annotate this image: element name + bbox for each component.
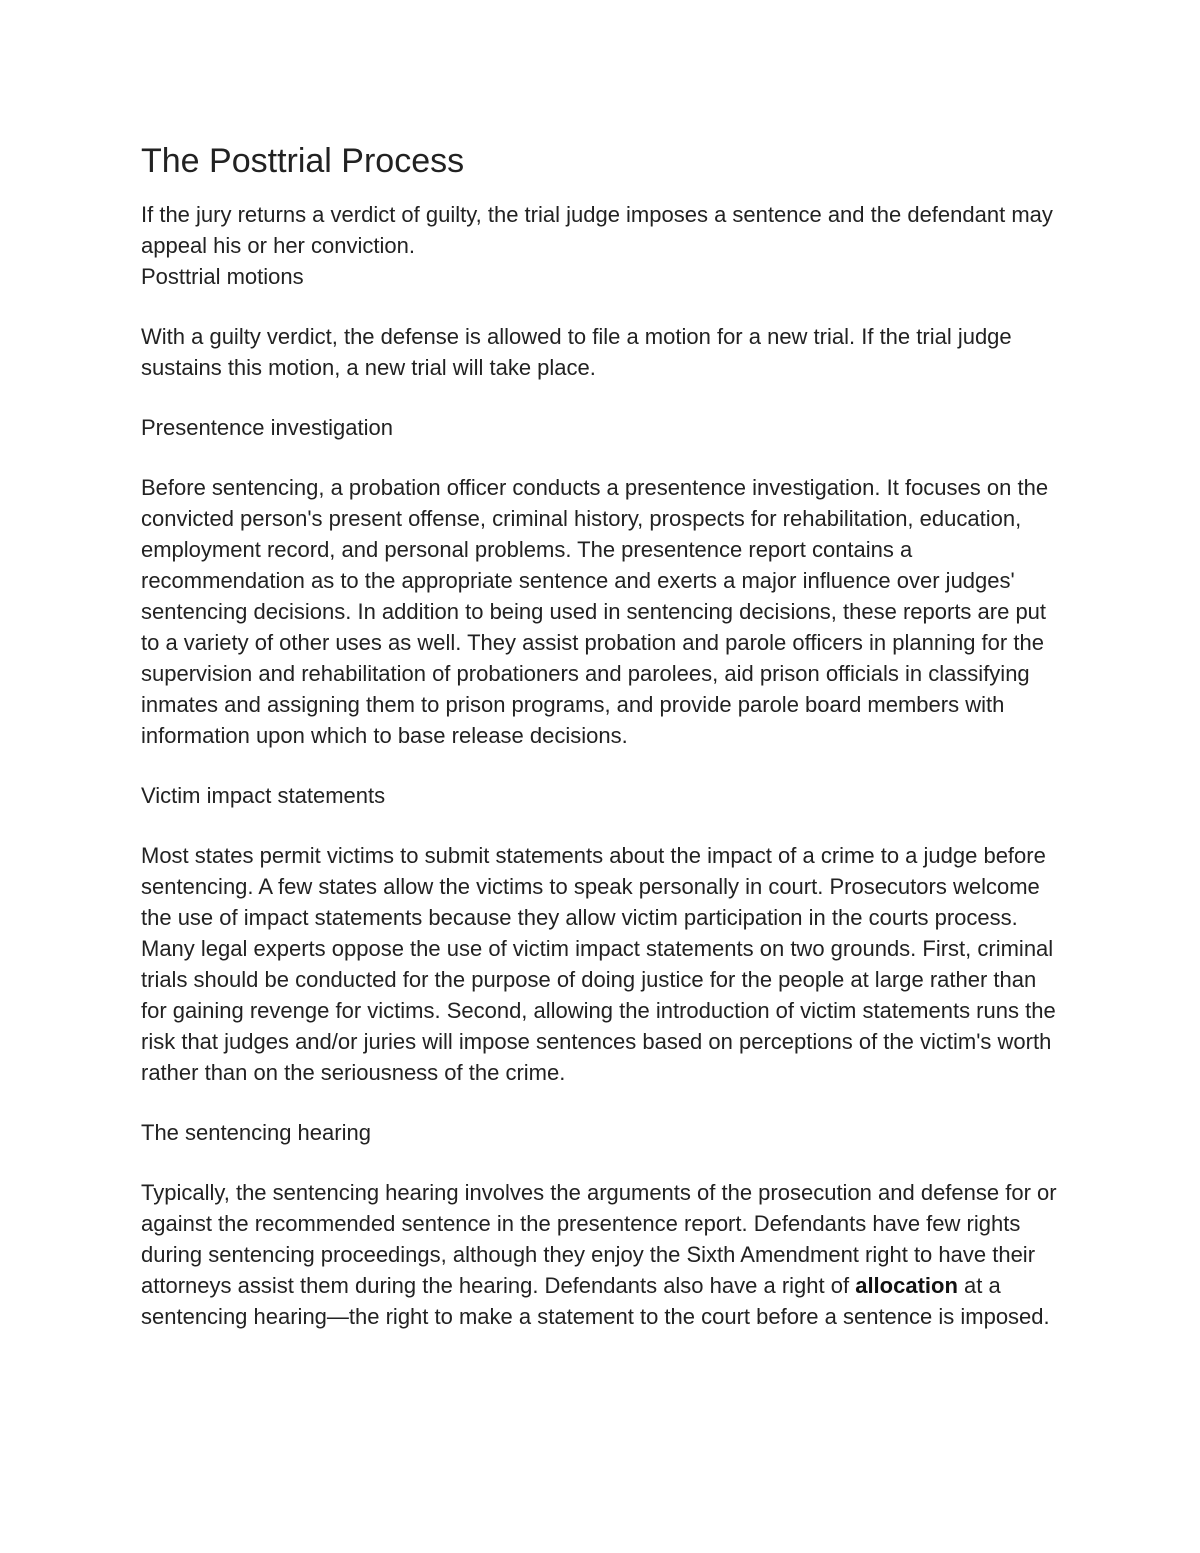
page-title: The Posttrial Process: [141, 142, 465, 180]
section-heading-victim-impact: Victim impact statements: [141, 783, 386, 808]
intro-paragraph: If the jury returns a verdict of guilty, the trial judge imposes a sentence and the defendant may appeal his or her conviction.: [141, 202, 1053, 258]
section-body-presentence-investigation: Before sentencing, a probation officer conducts a presentence investigation. It focuses on the convicted person's present offense, criminal history, prospects for rehabilitation, education, employment record, and personal problems. The presentence report contains a recommendation as to the appropriate sentence and exerts a major influence over judges' sentencing decisions. In addition to being used in sentencing decisions, these reports are put to a variety of other uses as well. They assist probation and parole officers in planning for the supervision and rehabilitation of probationers and parolees, aid prison officials in classifying inmates and assigning them to prison programs, and provide parole board members with information upon which to base release decisions.: [141, 475, 1049, 748]
section-heading-sentencing-hearing: The sentencing hearing: [141, 1120, 371, 1145]
section-body-victim-impact: Most states permit victims to submit statements about the impact of a crime to a judge before sentencing. A few states allow the victims to speak personally in court. Prosecutors welcome the use of impact statements because they allow victim participation in the courts process. Many legal experts oppose the use of victim impact statements on two grounds. First, criminal trials should be conducted for the purpose of doing justice for the people at large rather than for gaining revenge for victims. Second, allowing the introduction of victim statements runs the risk that judges and/or juries will impose sentences based on perceptions of the victim's worth rather than on the seriousness of the crime.: [141, 843, 1056, 1085]
bold-term-allocation: allocation: [855, 1273, 958, 1298]
section-body-posttrial-motions: With a guilty verdict, the defense is allowed to file a motion for a new trial. If the trial judge sustains this motion, a new trial will take place.: [141, 324, 1012, 380]
sentencing-text-after: at a sentencing hearing—the right to make a statement to the court before a sentence is imposed.: [141, 1273, 1050, 1329]
section-heading-posttrial-motions: Posttrial motions: [141, 264, 304, 289]
section-heading-presentence-investigation: Presentence investigation: [141, 415, 393, 440]
section-body-sentencing-hearing: [141, 1177, 1066, 1332]
document-page: [141, 140, 1066, 1332]
sentencing-text-before: Typically, the sentencing hearing involves the arguments of the prosecution and defense for or against the recommended sentence in the presentence report. Defendants have few rights during sentencing proceedings, although they enjoy the Sixth Amendment right to have their attorneys assist them during the hearing. Defendants also have a right of: [141, 1180, 1057, 1298]
